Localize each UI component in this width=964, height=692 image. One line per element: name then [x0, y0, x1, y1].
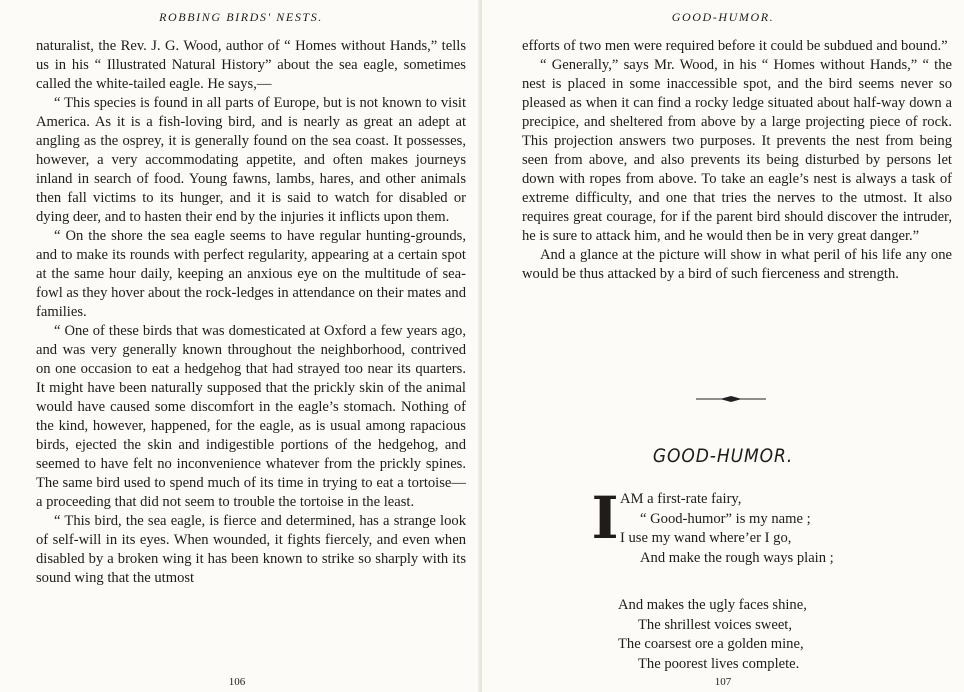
poem-line: The shrillest voices sweet,	[638, 616, 793, 633]
page-number: 107	[714, 676, 732, 688]
running-head: GOOD-HUMOR.	[671, 10, 775, 24]
running-head: ROBBING BIRDS' NESTS.	[159, 10, 323, 24]
right-page	[482, 0, 964, 692]
poem-line: The coarsest ore a golden mine,	[618, 636, 804, 652]
poem-line: AM a first-rate fairy,	[620, 491, 742, 507]
drop-cap-letter: I	[591, 484, 619, 552]
poem-line: I use my wand where’er I go,	[620, 530, 792, 546]
poem-line: “ Good-humor” is my name ;	[640, 510, 811, 527]
poem-stanza	[620, 490, 834, 568]
paragraph: “ Generally,” says Mr. Wood, in his “ Homes without Hands,” “ the nest is placed in some inaccessible spot, and the bird seems never so pleased as when it can find a rocky ledge situated about half-way down a precipice, and sheltered from above by a large projecting piece of rock. This projection answers two purposes. It prevents the nest from being seen from above, and also prevents its being disturbed by persons let down with ropes from above. To take an eagle’s nest is always a task of extreme difficulty, and one that tries the nerves to the utmost. It also requires great courage, for if the parent bird should discover the intruder, he is sure to attack him, and he would then be in very great danger.”	[522, 57, 952, 244]
poem-title: GOOD-HUMOR.	[652, 445, 794, 467]
poem-line: The poorest lives complete.	[638, 655, 800, 672]
body-text	[522, 37, 952, 284]
poem-stanza	[618, 596, 807, 674]
paragraph: “ One of these birds that was domesticated at Oxford a few years ago, and was very generally known throughout the neighborhood, contrived on one occasion to eat a hedgehog that had strayed too near its quarters. It might have been naturally supposed that the prickly skin of the animal would have caused some discomfort in the eagle’s stomach. Nothing of the kind, however, happened, for the eagle, as is usual among rapacious birds, ejected the skin and indigestible portions of the hedgehog, and seemed to have felt no inconvenience whatever from the prickly spines. The same bird used to spend much of its time in trying to eat a tortoise—a proceeding that did not seem to trouble the tortoise in the least.	[36, 323, 466, 510]
poem-line: And make the rough ways plain ;	[640, 549, 834, 566]
body-text	[36, 37, 466, 588]
poem-line: And makes the ugly faces shine,	[618, 597, 807, 613]
paragraph: “ On the shore the sea eagle seems to have regular hunting-grounds, and to make its rounds with perfect regularity, appearing at a certain spot at the same hour daily, keeping an anxious eye on the multitude of sea-fowl as they hover about the rock-ledges in attendance on their mates and families.	[36, 228, 466, 320]
paragraph: naturalist, the Rev. J. G. Wood, author of “ Homes without Hands,” tells us in his “ Illustrated Natural History” about the sea eagle, sometimes called the white-tailed eagle. He says,—	[36, 38, 466, 92]
paragraph: efforts of two men were required before it could be subdued and bound.”	[522, 38, 948, 54]
paragraph: And a glance at the picture will show in what peril of his life any one would be thus attacked by a bird of such fierceness and strength.	[522, 247, 952, 282]
paragraph: “ This bird, the sea eagle, is fierce and determined, has a strange look of self-will in its eyes. When wounded, it fights fiercely, and even when disabled by a broken wing it has been known to strike so sharply with its sound wing that the utmost	[36, 513, 466, 586]
divider-ornament	[696, 394, 766, 404]
page-number: 106	[228, 676, 246, 688]
paragraph: “ This species is found in all parts of Europe, but is not known to visit America. As it is a fish-loving bird, and is nearly as great an adept at angling as the osprey, it is generally found on the sea coast. It possesses, however, a very accommodating appetite, and often makes journeys inland in search of food. Young fawns, lambs, hares, and other animals then fall victims to its hunger, and it is said to watch for disabled or dying deer, and to hasten their end by the injuries it inflicts upon them.	[36, 95, 466, 225]
drop-cap-initial	[591, 484, 619, 552]
